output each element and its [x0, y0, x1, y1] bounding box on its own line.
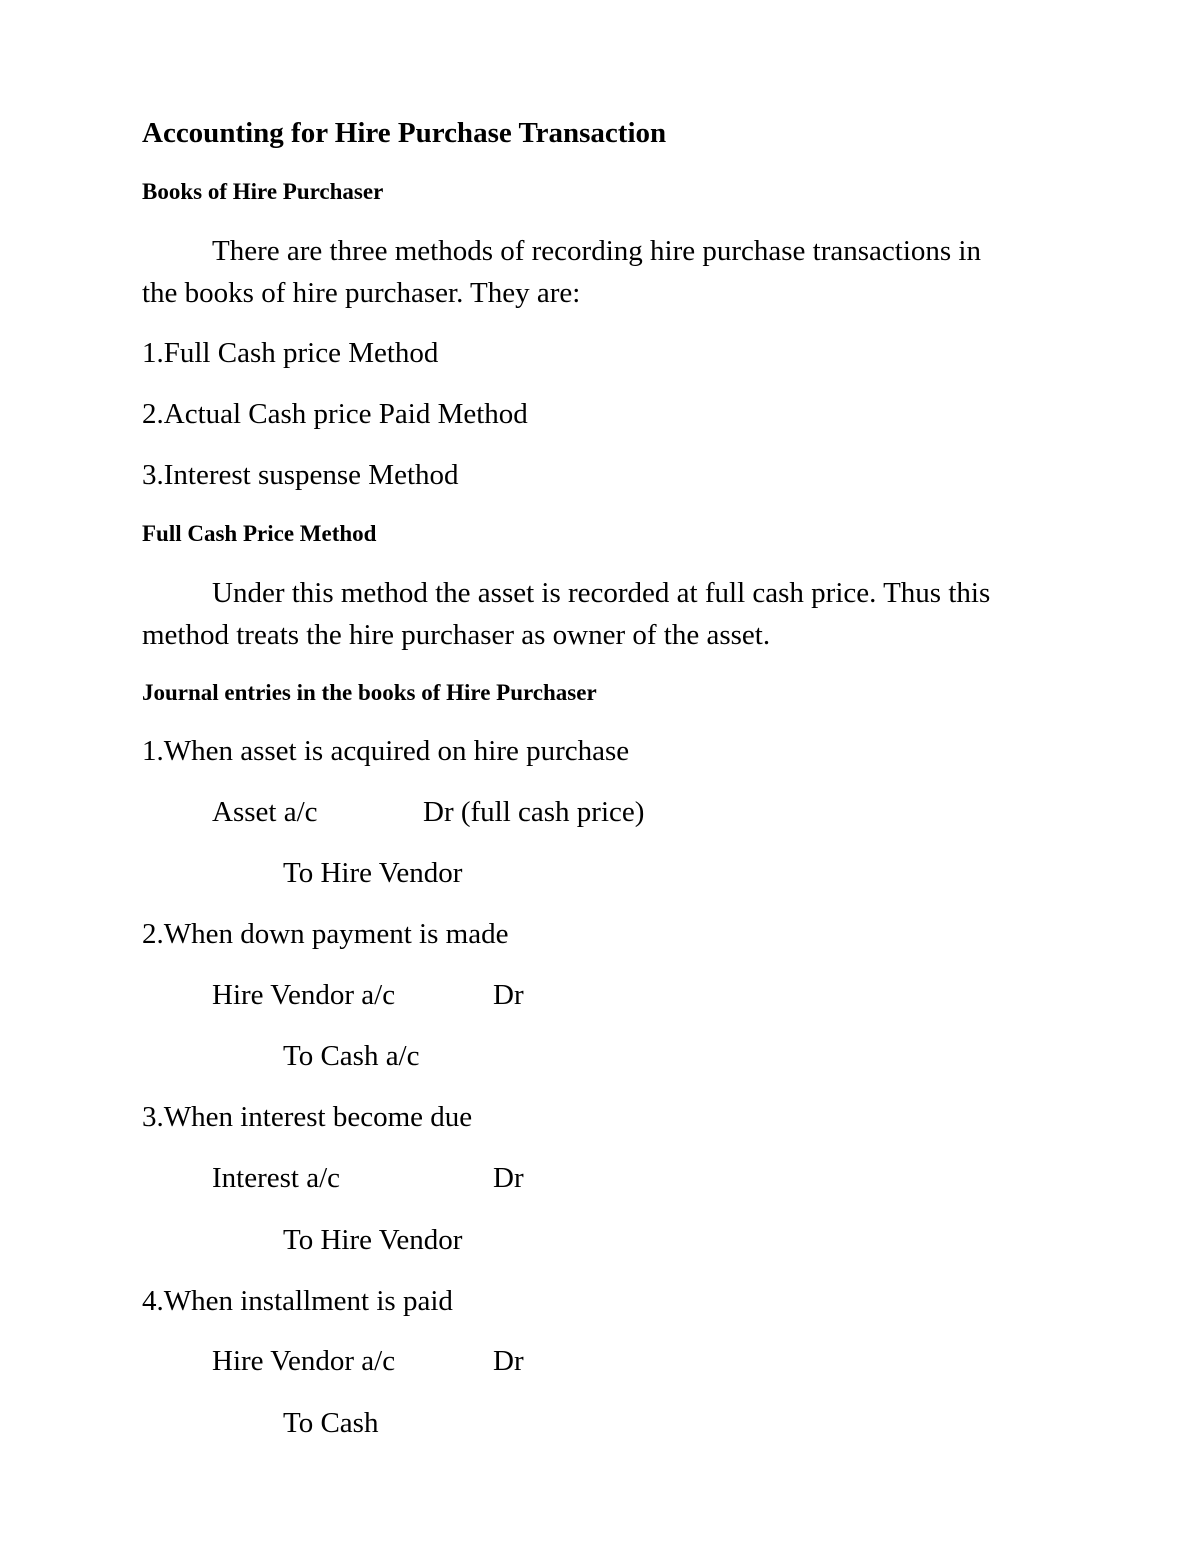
document-title: Accounting for Hire Purchase Transaction [142, 117, 667, 149]
journal-entry-credit: To Cash a/c [283, 1040, 420, 1072]
journal-entry-debit-marker: Dr [493, 1162, 524, 1194]
journal-entry-debit-account: Hire Vendor a/c [212, 1345, 396, 1377]
journal-entry-debit-marker: Dr (full cash price) [423, 796, 645, 828]
journal-entry-debit-marker: Dr [493, 979, 524, 1011]
journal-entry-step: 3.When interest become due [142, 1101, 473, 1133]
journal-entry-step: 1.When asset is acquired on hire purchase [142, 735, 630, 767]
journal-entry-debit-marker: Dr [493, 1345, 524, 1377]
method-paragraph-line-1: Under this method the asset is recorded at full cash price. Thus this [212, 577, 991, 609]
journal-entry-debit-account: Interest a/c [212, 1162, 341, 1194]
method-list-item: 1.Full Cash price Method [142, 337, 439, 369]
section-heading-full-cash-price-method: Full Cash Price Method [142, 521, 377, 546]
journal-entry-credit: To Hire Vendor [283, 857, 463, 889]
method-list-item: 3.Interest suspense Method [142, 459, 459, 491]
intro-paragraph-line-2: the books of hire purchaser. They are: [142, 277, 581, 309]
journal-entry-step: 2.When down payment is made [142, 918, 509, 950]
journal-entry-credit: To Cash [283, 1407, 379, 1439]
section-heading-journal-entries: Journal entries in the books of Hire Purchaser [142, 680, 597, 705]
journal-entry-debit-account: Asset a/c [212, 796, 318, 828]
journal-entry-step: 4.When installment is paid [142, 1285, 453, 1317]
journal-entry-credit: To Hire Vendor [283, 1224, 463, 1256]
journal-entry-debit-account: Hire Vendor a/c [212, 979, 396, 1011]
method-paragraph-line-2: method treats the hire purchaser as owner of the asset. [142, 619, 771, 651]
section-heading-books-of-hire-purchaser: Books of Hire Purchaser [142, 179, 384, 204]
intro-paragraph-line-1: There are three methods of recording hire purchase transactions in [212, 235, 981, 267]
method-list-item: 2.Actual Cash price Paid Method [142, 398, 528, 430]
